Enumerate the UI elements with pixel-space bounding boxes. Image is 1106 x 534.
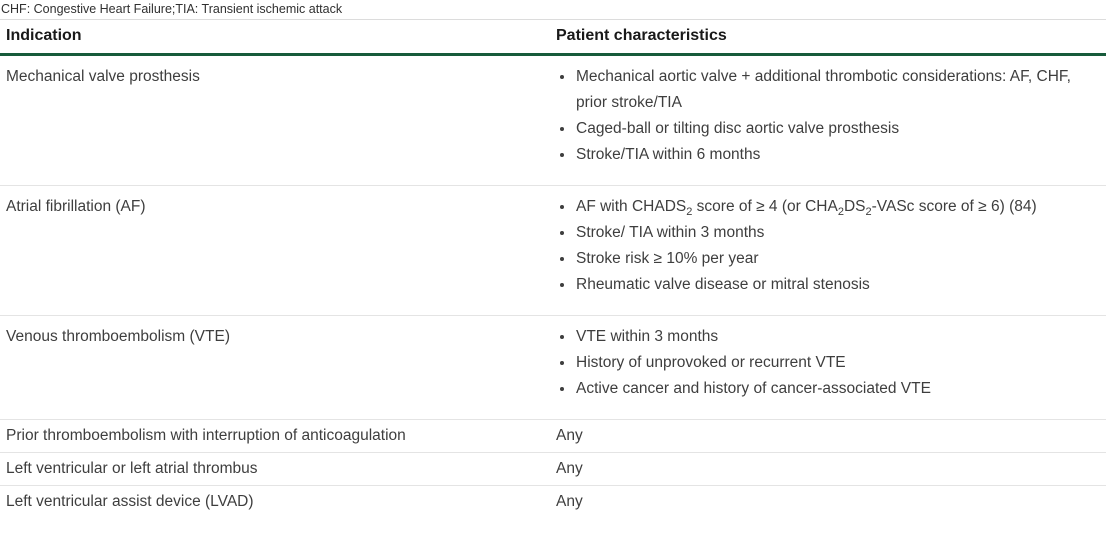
characteristic-item: • Active cancer and history of cancer-associated VTE [575,376,1100,402]
indication-cell: Left ventricular or left atrial thrombus [0,453,550,486]
table-row [0,55,1106,186]
characteristic-item: • Stroke/ TIA within 3 months [575,220,1100,246]
table-header [0,20,1106,55]
characteristics-list [556,194,1100,298]
characteristic-item: • Rheumatic valve disease or mitral stenosis [575,272,1100,298]
indication-cell: Prior thromboembolism with interruption of anticoagulation [0,420,550,453]
indication-cell: Atrial fibrillation (AF) [0,186,550,316]
characteristics-cell [550,316,1106,420]
characteristic-item: • VTE within 3 months [575,324,1100,350]
table-row [0,486,1106,519]
characteristics-cell [550,186,1106,316]
indication-cell: Left ventricular assist device (LVAD) [6,493,254,510]
characteristic-item: • Mechanical aortic valve + additional thrombotic considerations: AF, CHF, prior stroke/TIA [575,64,1100,116]
table-row [0,420,1106,453]
any-value: Any [556,493,583,510]
any-value: Any [550,420,1106,453]
table-row [0,186,1106,316]
column-header-patient-characteristics: Patient characteristics [550,20,1106,55]
abbreviations-footnote: CHF: Congestive Heart Failure;TIA: Transient ischemic attack [0,0,1106,20]
table-row [0,453,1106,486]
header-row [0,20,1106,55]
characteristic-item: • AF with $CHADS_2$ score of ≥ 4 (or $CHA_2DS_2$-VASc score of ≥ 6) (84) [575,194,1100,220]
indication-cell: Venous thromboembolism (VTE) [0,316,550,420]
characteristic-item: • Stroke risk ≥ 10% per year [575,246,1100,272]
characteristic-item: • Caged-ball or tilting disc aortic valve prosthesis [575,116,1100,142]
characteristic-item: • Stroke/TIA within 6 months [575,142,1100,168]
table-row [0,316,1106,420]
characteristic-item: • History of unprovoked or recurrent VTE [575,350,1100,376]
any-value: Any [550,453,1106,486]
characteristics-list [556,64,1100,168]
characteristics-list [556,324,1100,402]
characteristics-cell [550,55,1106,186]
column-header-indication: Indication [0,20,550,55]
indications-table [0,20,1106,518]
indication-cell: Mechanical valve prosthesis [0,55,550,186]
